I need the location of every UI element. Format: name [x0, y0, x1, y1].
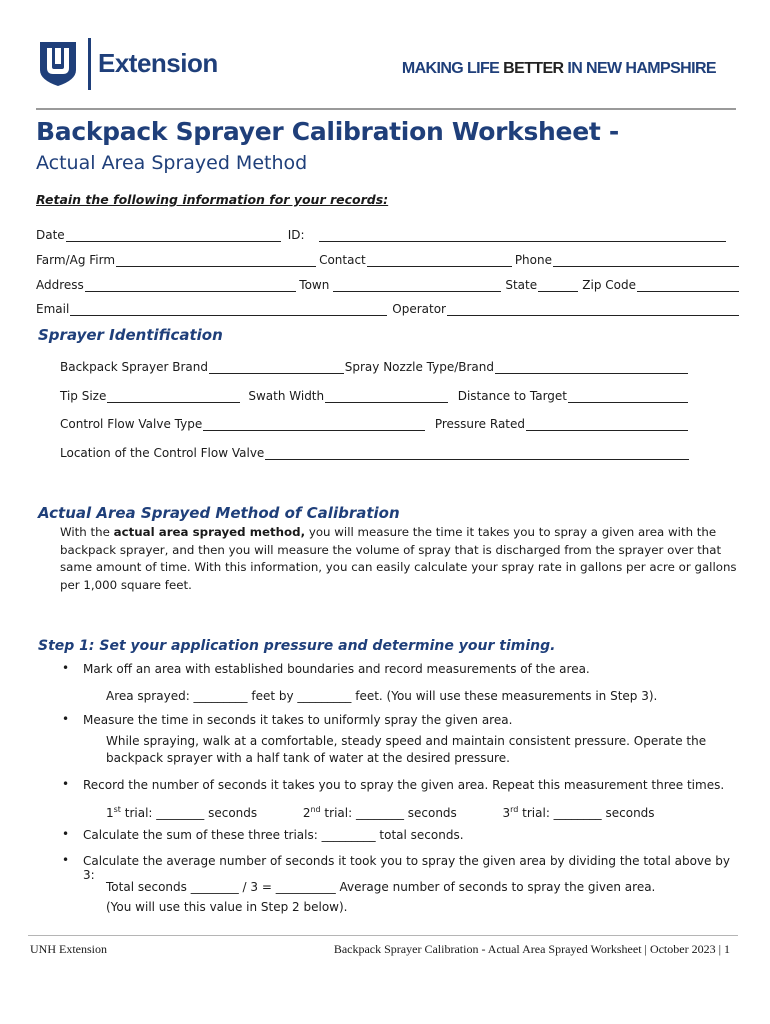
step1-item-1: Mark off an area with established boundaries and record measurements of the area.: [83, 662, 590, 676]
step1-item-4: Calculate the sum of these three trials: _________ total seconds.: [83, 828, 464, 842]
pressure-field[interactable]: [526, 416, 688, 431]
method-paragraph: With the actual area sprayed method, you will measure the time it takes you to spray a given area with the backpack sprayer, and then you will measure the volume of spray that is discharged from the sprayer over that same amount of time. With this information, you can easily calculate your spray rate in gallons per acre or gallons per 1,000 square feet.: [60, 525, 737, 592]
unh-shield-icon: [38, 40, 78, 88]
form-row-address: [36, 274, 739, 292]
step1-item-2: Measure the time in seconds it takes to uniformly spray the given area.: [83, 713, 513, 727]
nozzle-field[interactable]: [495, 359, 688, 374]
form-row-farm: [36, 249, 739, 267]
farm-label: Farm/Ag Firm: [36, 253, 116, 267]
step1-item-1-detail: Area sprayed: _________ feet by _________ feet. (You will use these measurements in Step 3).: [106, 689, 658, 703]
bullet-4: •: [62, 827, 70, 841]
id-field[interactable]: [319, 227, 726, 242]
state-field[interactable]: [538, 277, 578, 292]
trial-2: 2nd trial: ________ seconds: [302, 805, 457, 820]
footer-left: UNH Extension: [30, 942, 107, 956]
valve-type-label: Control Flow Valve Type: [60, 417, 203, 431]
phone-label: Phone: [514, 253, 552, 267]
page-subtitle: Actual Area Sprayed Method: [36, 152, 308, 174]
farm-field[interactable]: [116, 252, 316, 267]
brand-label: Backpack Sprayer Brand: [60, 360, 208, 374]
header-divider: [36, 108, 736, 110]
logo-divider: [88, 38, 91, 90]
state-label: State: [505, 278, 538, 292]
town-label: Town: [299, 278, 330, 292]
step1-item-3: Record the number of seconds it takes you to spray the given area. Repeat this measurement three times.: [83, 778, 725, 792]
location-field[interactable]: [265, 445, 689, 460]
footer-right: Backpack Sprayer Calibration - Actual Area Sprayed Worksheet | October 2023 | 1: [333, 942, 730, 956]
bullet-1: •: [62, 661, 70, 675]
distance-label: Distance to Target: [457, 389, 567, 403]
footer-divider: [28, 935, 738, 936]
trial-1: 1st trial: ________ seconds: [106, 805, 258, 820]
step1-trials: [106, 801, 706, 822]
tip-label: Tip Size: [60, 389, 107, 403]
sprayer-row-location: [60, 442, 688, 460]
phone-field[interactable]: [553, 252, 739, 267]
sprayer-row-tip: [60, 385, 688, 403]
pressure-label: Pressure Rated: [434, 417, 525, 431]
sprayer-id-heading: Sprayer Identification: [38, 326, 223, 344]
step1-item-2-detail: While spraying, walk at a comfortable, steady speed and maintain consistent pressure. Operate the backpack sprayer with a half tank of water at the desired pressure.: [106, 734, 707, 765]
bullet-5: •: [62, 853, 70, 867]
tip-field[interactable]: [107, 388, 240, 403]
sprayer-row-valve: [60, 413, 688, 431]
address-field[interactable]: [85, 277, 296, 292]
page-title: Backpack Sprayer Calibration Worksheet -: [36, 117, 619, 146]
bullet-2: •: [62, 712, 70, 726]
email-field[interactable]: [70, 301, 387, 316]
date-field[interactable]: [66, 227, 281, 242]
method-heading: Actual Area Sprayed Method of Calibration: [38, 504, 400, 522]
swath-label: Swath Width: [248, 389, 325, 403]
valve-type-field[interactable]: [203, 416, 425, 431]
brand-field[interactable]: [209, 359, 344, 374]
logo-text: Extension: [98, 48, 218, 78]
id-label: ID:: [287, 228, 305, 242]
operator-field[interactable]: [447, 301, 739, 316]
step1-item-5-detail: Total seconds ________ / 3 = __________ Average number of seconds to spray the given area. (You will use this value in Step 2 below).: [106, 880, 656, 914]
retain-instruction: Retain the following information for your records:: [36, 192, 389, 207]
form-row-email: [36, 298, 739, 316]
distance-field[interactable]: [568, 388, 688, 403]
zip-label: Zip Code: [582, 278, 636, 292]
step1-item-5: Calculate the average number of seconds it took you to spray the given area by dividing the total above by 3:: [83, 854, 730, 882]
location-label: Location of the Control Flow Valve: [60, 446, 265, 460]
form-row-date: [36, 224, 739, 242]
step1-heading: Step 1: Set your application pressure and determine your timing.: [38, 638, 556, 654]
bullet-3: •: [62, 777, 70, 791]
town-field[interactable]: [333, 277, 501, 292]
trial-3: 3rd trial: ________ seconds: [502, 805, 655, 820]
contact-field[interactable]: [367, 252, 512, 267]
zip-field[interactable]: [637, 277, 739, 292]
tagline: MAKING LIFE BETTER IN NEW HAMPSHIRE: [401, 60, 716, 77]
operator-label: Operator: [392, 302, 446, 316]
swath-field[interactable]: [325, 388, 448, 403]
date-label: Date: [36, 228, 65, 242]
sprayer-row-brand: [60, 356, 688, 374]
contact-label: Contact: [319, 253, 366, 267]
nozzle-label: Spray Nozzle Type/Brand: [344, 360, 494, 374]
email-label: Email: [36, 302, 70, 316]
address-label: Address: [36, 278, 84, 292]
